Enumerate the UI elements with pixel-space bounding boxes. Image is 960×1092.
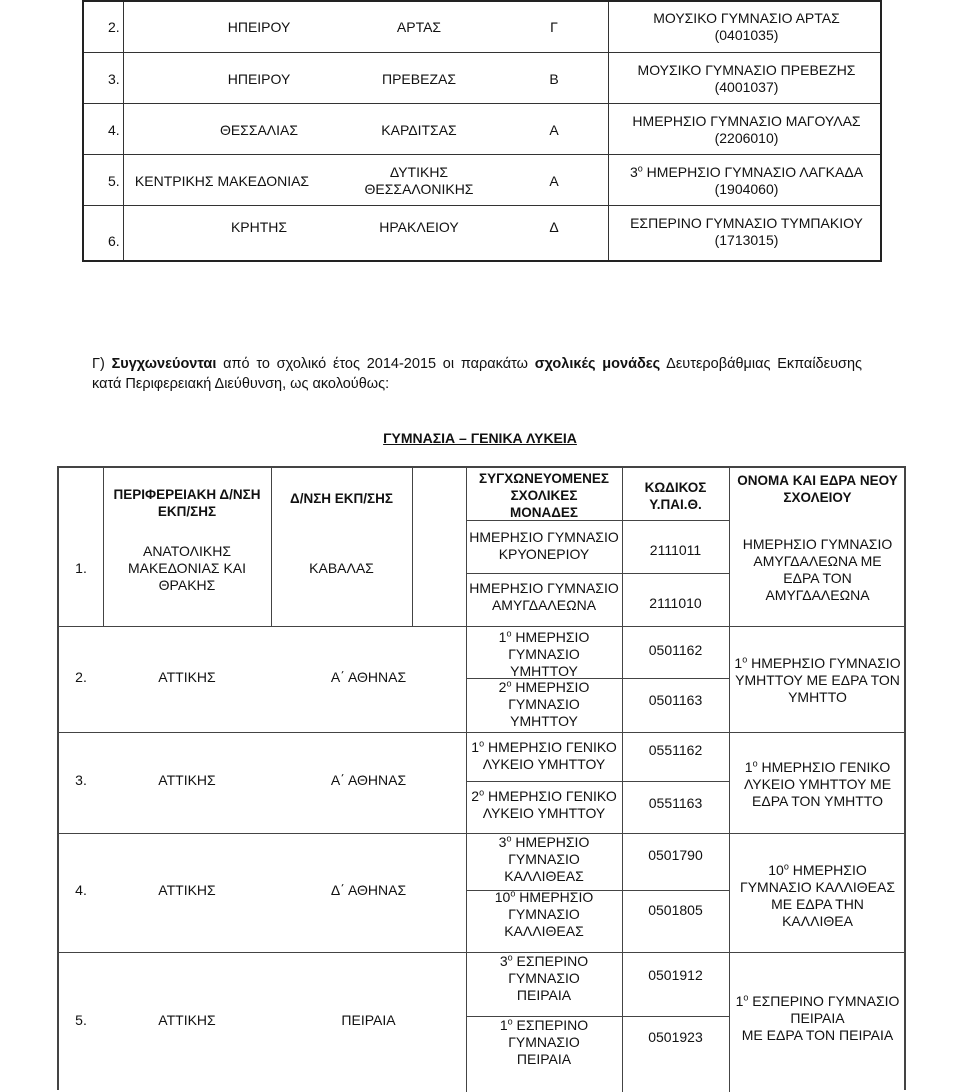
header-directorate: Δ/ΝΣΗ ΕΚΠ/ΣΗΣ: [289, 490, 393, 506]
header-line: ΣΥΓΧΩΝΕΥΟΜΕΝΕΣ ΣΧΟΛΙΚΕΣ: [479, 471, 609, 503]
row-number: 4.: [75, 882, 87, 898]
region: ΗΠΕΙΡΟΥ: [227, 18, 291, 35]
school-line-rest: ΗΜΕΡΗΣΙΟ ΓΕΝΙΚΟ: [484, 788, 617, 804]
header-code: [622, 473, 729, 518]
row-number: 5.: [75, 1011, 87, 1028]
ordinal-suffix: ο: [637, 163, 643, 174]
school-line: [466, 953, 622, 987]
school-code: 0501163: [648, 691, 703, 708]
paragraph-prefix: Γ): [92, 356, 112, 372]
school-code: (1713015): [714, 232, 779, 248]
school-code: 0551162: [648, 741, 703, 758]
top-schools-table: [82, 0, 882, 262]
type-letter: Γ: [550, 18, 558, 35]
new-school-line: ΥΜΗΤΤΟΥ ΜΕ ΕΔΡΑ ΤΟΝ: [735, 671, 900, 688]
ordinal: 3: [498, 833, 507, 850]
school-line: ΚΑΛΛΙΘΕΑΣ: [504, 867, 584, 884]
new-school-line-rest: ΕΣΠΕΡΙΝΟ ΓΥΜΝΑΣΙΟ: [748, 992, 900, 1009]
new-school-line: ΕΔΡΑ ΤΟΝ: [783, 570, 852, 586]
directorate: Α΄ ΑΘΗΝΑΣ: [330, 668, 407, 685]
ordinal: 3: [629, 164, 638, 180]
new-school: [729, 744, 906, 824]
region: ΗΠΕΙΡΟΥ: [227, 70, 291, 87]
school-line-rest: ΗΜΕΡΗΣΙΟ ΓΕΝΙΚΟ: [484, 739, 617, 755]
new-school-line: [745, 759, 890, 776]
ordinal: 1: [471, 739, 480, 755]
ordinal-suffix: ο: [506, 627, 512, 638]
ordinal-suffix: ο: [507, 1015, 513, 1026]
header-merging-units: [466, 473, 622, 518]
school-line: ΥΜΗΤΤΟΥ: [510, 662, 578, 679]
region: ΑΤΤΙΚΗΣ: [158, 772, 216, 788]
new-school: [729, 846, 906, 946]
school-line: ΜΟΥΣΙΚΟ ΓΥΜΝΑΣΙΟ ΠΡΕΒΕΖΗΣ: [637, 62, 856, 78]
school-code: 0501912: [648, 966, 703, 983]
school-line: [466, 1017, 622, 1051]
section-title: ΓΥΜΝΑΣΙΑ – ΓΕΝΙΚΑ ΛΥΚΕΙΑ: [383, 430, 577, 446]
school-line: [630, 164, 863, 181]
new-school: [729, 640, 906, 720]
ordinal: 10: [768, 862, 784, 878]
new-school-line-rest: ΗΜΕΡΗΣΙΟ ΓΥΜΝΑΣΙΟ: [747, 654, 901, 671]
school-line-rest: ΕΣΠΕΡΙΝΟ ΓΥΜΝΑΣΙΟ: [508, 952, 589, 986]
merging-school: [466, 732, 622, 780]
ordinal: 1: [499, 1016, 508, 1033]
ordinal-suffix: ο: [783, 861, 789, 872]
ordinal: 1: [735, 992, 744, 1009]
school-line-rest: ΕΣΠΕΡΙΝΟ ΓΥΜΝΑΣΙΟ: [508, 1016, 589, 1050]
school-name: [609, 2, 884, 52]
type-letter: Β: [549, 70, 559, 87]
new-school: [729, 978, 906, 1058]
new-school-line: ΠΕΙΡΑΙΑ: [790, 1009, 845, 1026]
school-line: ΗΜΕΡΗΣΙΟ ΓΥΜΝΑΣΙΟ: [469, 528, 619, 545]
type-letter: Α: [549, 121, 559, 138]
school-code: 0501923: [648, 1028, 703, 1045]
region: [103, 538, 271, 598]
school-code: (1904060): [714, 181, 779, 197]
ordinal-suffix: ο: [506, 677, 512, 688]
prefecture-line: ΔΥΤΙΚΗΣ: [389, 164, 449, 180]
school-line: ΑΜΥΓΔΑΛΕΩΝΑ: [491, 596, 597, 613]
header-divider: [466, 520, 729, 521]
school-name: [609, 54, 884, 104]
ordinal-suffix: ο: [506, 832, 512, 843]
new-school-line: ΓΥΜΝΑΣΙΟ ΚΑΛΛΙΘΕΑΣ: [740, 879, 895, 895]
prefecture-line: ΘΕΣΣΑΛΟΝΙΚΗΣ: [364, 181, 474, 197]
new-school-line-rest: ΗΜΕΡΗΣΙΟ: [788, 862, 867, 878]
row-divider: [84, 52, 880, 53]
new-school-line: ΑΜΥΓΔΑΛΕΩΝΑ: [765, 587, 870, 603]
prefecture: [339, 156, 499, 206]
region: ΚΕΝΤΡΙΚΗΣ ΜΑΚΕΔΟΝΙΑΣ: [134, 172, 310, 189]
school-code: 0501805: [648, 901, 703, 918]
paragraph-suffix: Δευτεροβάθμιας Εκπαίδευσης κατά Περιφερειακή Διεύθυνση, ως ακολούθως:: [92, 356, 863, 392]
new-school-line: [736, 993, 900, 1010]
new-school-line: ΑΜΥΓΔΑΛΕΩΝΑ ΜΕ: [753, 553, 882, 569]
ordinal-suffix: ο: [507, 951, 513, 962]
row-number: 5.: [108, 172, 120, 189]
ordinal-suffix: ο: [479, 787, 485, 798]
school-code: (2206010): [714, 130, 779, 146]
prefecture: ΚΑΡΔΙΤΣΑΣ: [381, 121, 457, 138]
new-school-line: ΗΜΕΡΗΣΙΟ ΓΥΜΝΑΣΙΟ: [742, 536, 893, 552]
new-school-line: [768, 862, 866, 879]
ordinal-suffix: ο: [743, 991, 749, 1002]
school-code: 0501790: [648, 846, 703, 863]
row-number: 4.: [108, 121, 120, 138]
school-name: [609, 105, 884, 155]
header-line: ΜΟΝΑΔΕΣ: [509, 505, 579, 520]
paragraph-middle: από το σχολικό έτος 2014-2015 οι παρακάτω: [216, 356, 535, 372]
merging-school: [466, 523, 622, 568]
school-line: ΥΜΗΤΤΟΥ: [510, 712, 578, 729]
row-number: 2.: [108, 18, 120, 35]
region: ΑΤΤΙΚΗΣ: [158, 1011, 216, 1028]
ordinal: 3: [499, 952, 508, 969]
merging-school: [466, 677, 622, 729]
school-code: 0501162: [648, 641, 703, 658]
merging-school: [466, 627, 622, 679]
school-name: [609, 156, 884, 206]
new-school-line: ΜΕ ΕΔΡΑ ΤΟΝ ΠΕΙΡΑΙΑ: [741, 1026, 894, 1043]
merging-school: [466, 951, 622, 1003]
school-line: [466, 679, 622, 713]
school-line: [466, 834, 622, 868]
region: ΚΡΗΤΗΣ: [230, 218, 288, 235]
col-divider: [412, 468, 413, 626]
row-number: 2.: [75, 668, 87, 685]
merging-school: [466, 887, 622, 939]
paragraph-bold-verb: Συγχωνεύονται: [111, 356, 217, 372]
school-code: 2111010: [649, 594, 702, 611]
new-school-line: ΚΑΛΛΙΘΕΑ: [782, 913, 853, 929]
prefecture: ΠΡΕΒΕΖΑΣ: [381, 70, 456, 87]
school-line: ΛΥΚΕΙΟ ΥΜΗΤΤΟΥ: [482, 756, 606, 772]
directorate: ΠΕΙΡΑΙΑ: [341, 1011, 396, 1028]
school-line-rest: ΗΜΕΡΗΣΙΟ ΓΥΜΝΑΣΙΟ: [508, 888, 594, 922]
school-line: ΜΟΥΣΙΚΟ ΓΥΜΝΑΣΙΟ ΑΡΤΑΣ: [653, 10, 840, 26]
paragraph-bold-units: σχολικές μονάδες: [534, 356, 661, 372]
directorate: Δ΄ ΑΘΗΝΑΣ: [330, 882, 407, 898]
header-line: ΚΩΔΙΚΟΣ: [644, 479, 707, 495]
ordinal: 2: [498, 678, 507, 695]
ordinal: 1: [498, 628, 507, 645]
new-school-line: ΜΕ ΕΔΡΑ ΤΗΝ: [771, 896, 864, 912]
school-line-rest: ΗΜΕΡΗΣΙΟ ΓΥΜΝΑΣΙΟ: [508, 628, 590, 662]
directorate: Α΄ ΑΘΗΝΑΣ: [330, 772, 407, 788]
row-number: 1.: [75, 559, 87, 576]
type-letter: Α: [549, 172, 559, 189]
school-line: ΚΡΥΟΝΕΡΙΟΥ: [498, 545, 590, 562]
school-code: (0401035): [714, 27, 779, 43]
school-line: ΗΜΕΡΗΣΙΟ ΓΥΜΝΑΣΙΟ: [469, 579, 619, 596]
type-letter: Δ: [549, 218, 559, 235]
header-line: ΠΕΡΙΦΕΡΕΙΑΚΗ Δ/ΝΣΗ: [113, 487, 261, 502]
school-code: 2111011: [649, 541, 702, 558]
ordinal-suffix: ο: [752, 757, 758, 768]
prefecture: ΑΡΤΑΣ: [396, 18, 442, 35]
prefecture: ΗΡΑΚΛΕΙΟΥ: [379, 218, 459, 235]
ordinal: 1: [734, 654, 743, 671]
school-line: ΛΥΚΕΙΟ ΥΜΗΤΤΟΥ: [482, 805, 606, 821]
school-line-rest: ΗΜΕΡΗΣΙΟ ΓΥΜΝΑΣΙΟ ΛΑΓΚΑΔΑ: [642, 164, 864, 180]
header-region: [103, 478, 271, 528]
region-line: ΘΡΑΚΗΣ: [158, 576, 216, 593]
school-line: ΚΑΛΛΙΘΕΑΣ: [504, 922, 584, 939]
region: ΑΤΤΙΚΗΣ: [158, 668, 216, 685]
school-code: (4001037): [714, 79, 779, 95]
school-line: [471, 739, 616, 756]
ordinal: 1: [744, 758, 753, 775]
row-number: 3.: [108, 70, 120, 87]
ordinal-suffix: ο: [479, 738, 485, 749]
new-school-line: ΛΥΚΕΙΟ ΥΜΗΤΤΟΥ ΜΕ: [743, 775, 892, 792]
header-new-school: [729, 468, 906, 510]
header-line: ΟΝΟΜΑ ΚΑΙ ΕΔΡΑ ΝΕΟΥ: [737, 473, 898, 488]
region-line: ΑΝΑΤΟΛΙΚΗΣ: [142, 542, 232, 559]
school-line: ΠΕΙΡΑΙΑ: [516, 986, 572, 1003]
ordinal: 2: [471, 788, 480, 804]
school-line-rest: ΗΜΕΡΗΣΙΟ ΓΥΜΝΑΣΙΟ: [508, 678, 590, 712]
merging-school: [466, 781, 622, 829]
directorate: ΚΑΒΑΛΑΣ: [309, 559, 374, 576]
school-code: 0551163: [648, 794, 703, 811]
row-number: 6.: [108, 233, 120, 249]
region: ΑΤΤΙΚΗΣ: [158, 882, 216, 898]
region-line: ΜΑΚΕΔΟΝΙΑΣ ΚΑΙ: [127, 559, 247, 576]
header-line: ΣΧΟΛΕΙΟΥ: [783, 490, 852, 505]
ordinal-suffix: ο: [742, 653, 748, 664]
school-line: ΕΣΠΕΡΙΝΟ ΓΥΜΝΑΣΙΟ ΤΥΜΠΑΚΙΟΥ: [630, 215, 863, 231]
school-line: [471, 788, 616, 805]
merge-paragraph: [92, 354, 862, 394]
header-line: ΕΚΠ/ΣΗΣ: [157, 504, 217, 519]
merging-school: [466, 1015, 622, 1067]
school-line: ΗΜΕΡΗΣΙΟ ΓΥΜΝΑΣΙΟ ΜΑΓΟΥΛΑΣ: [632, 113, 861, 129]
new-school: [729, 530, 906, 610]
school-line-rest: ΗΜΕΡΗΣΙΟ ΓΥΜΝΑΣΙΟ: [508, 833, 590, 867]
school-line: [466, 889, 622, 923]
region: ΘΕΣΣΑΛΙΑΣ: [219, 121, 299, 138]
school-line: [466, 629, 622, 663]
row-divider: [59, 626, 904, 627]
header-line: Υ.ΠΑΙ.Θ.: [649, 496, 702, 512]
row-number: 3.: [75, 772, 87, 788]
new-school-line: [734, 655, 900, 672]
school-name: [609, 207, 884, 257]
merging-school: [466, 832, 622, 884]
merge-table: [57, 466, 906, 1090]
new-school-line: ΕΔΡΑ ΤΟΝ ΥΜΗΤΤΟ: [752, 792, 883, 809]
new-school-line: ΥΜΗΤΤΟ: [788, 688, 847, 705]
new-school-line-rest: ΗΜΕΡΗΣΙΟ ΓΕΝΙΚΟ: [757, 758, 891, 775]
merging-school: [466, 574, 622, 619]
school-line: ΠΕΙΡΑΙΑ: [516, 1050, 572, 1067]
ordinal: 10: [494, 888, 511, 905]
ordinal-suffix: ο: [510, 887, 516, 898]
